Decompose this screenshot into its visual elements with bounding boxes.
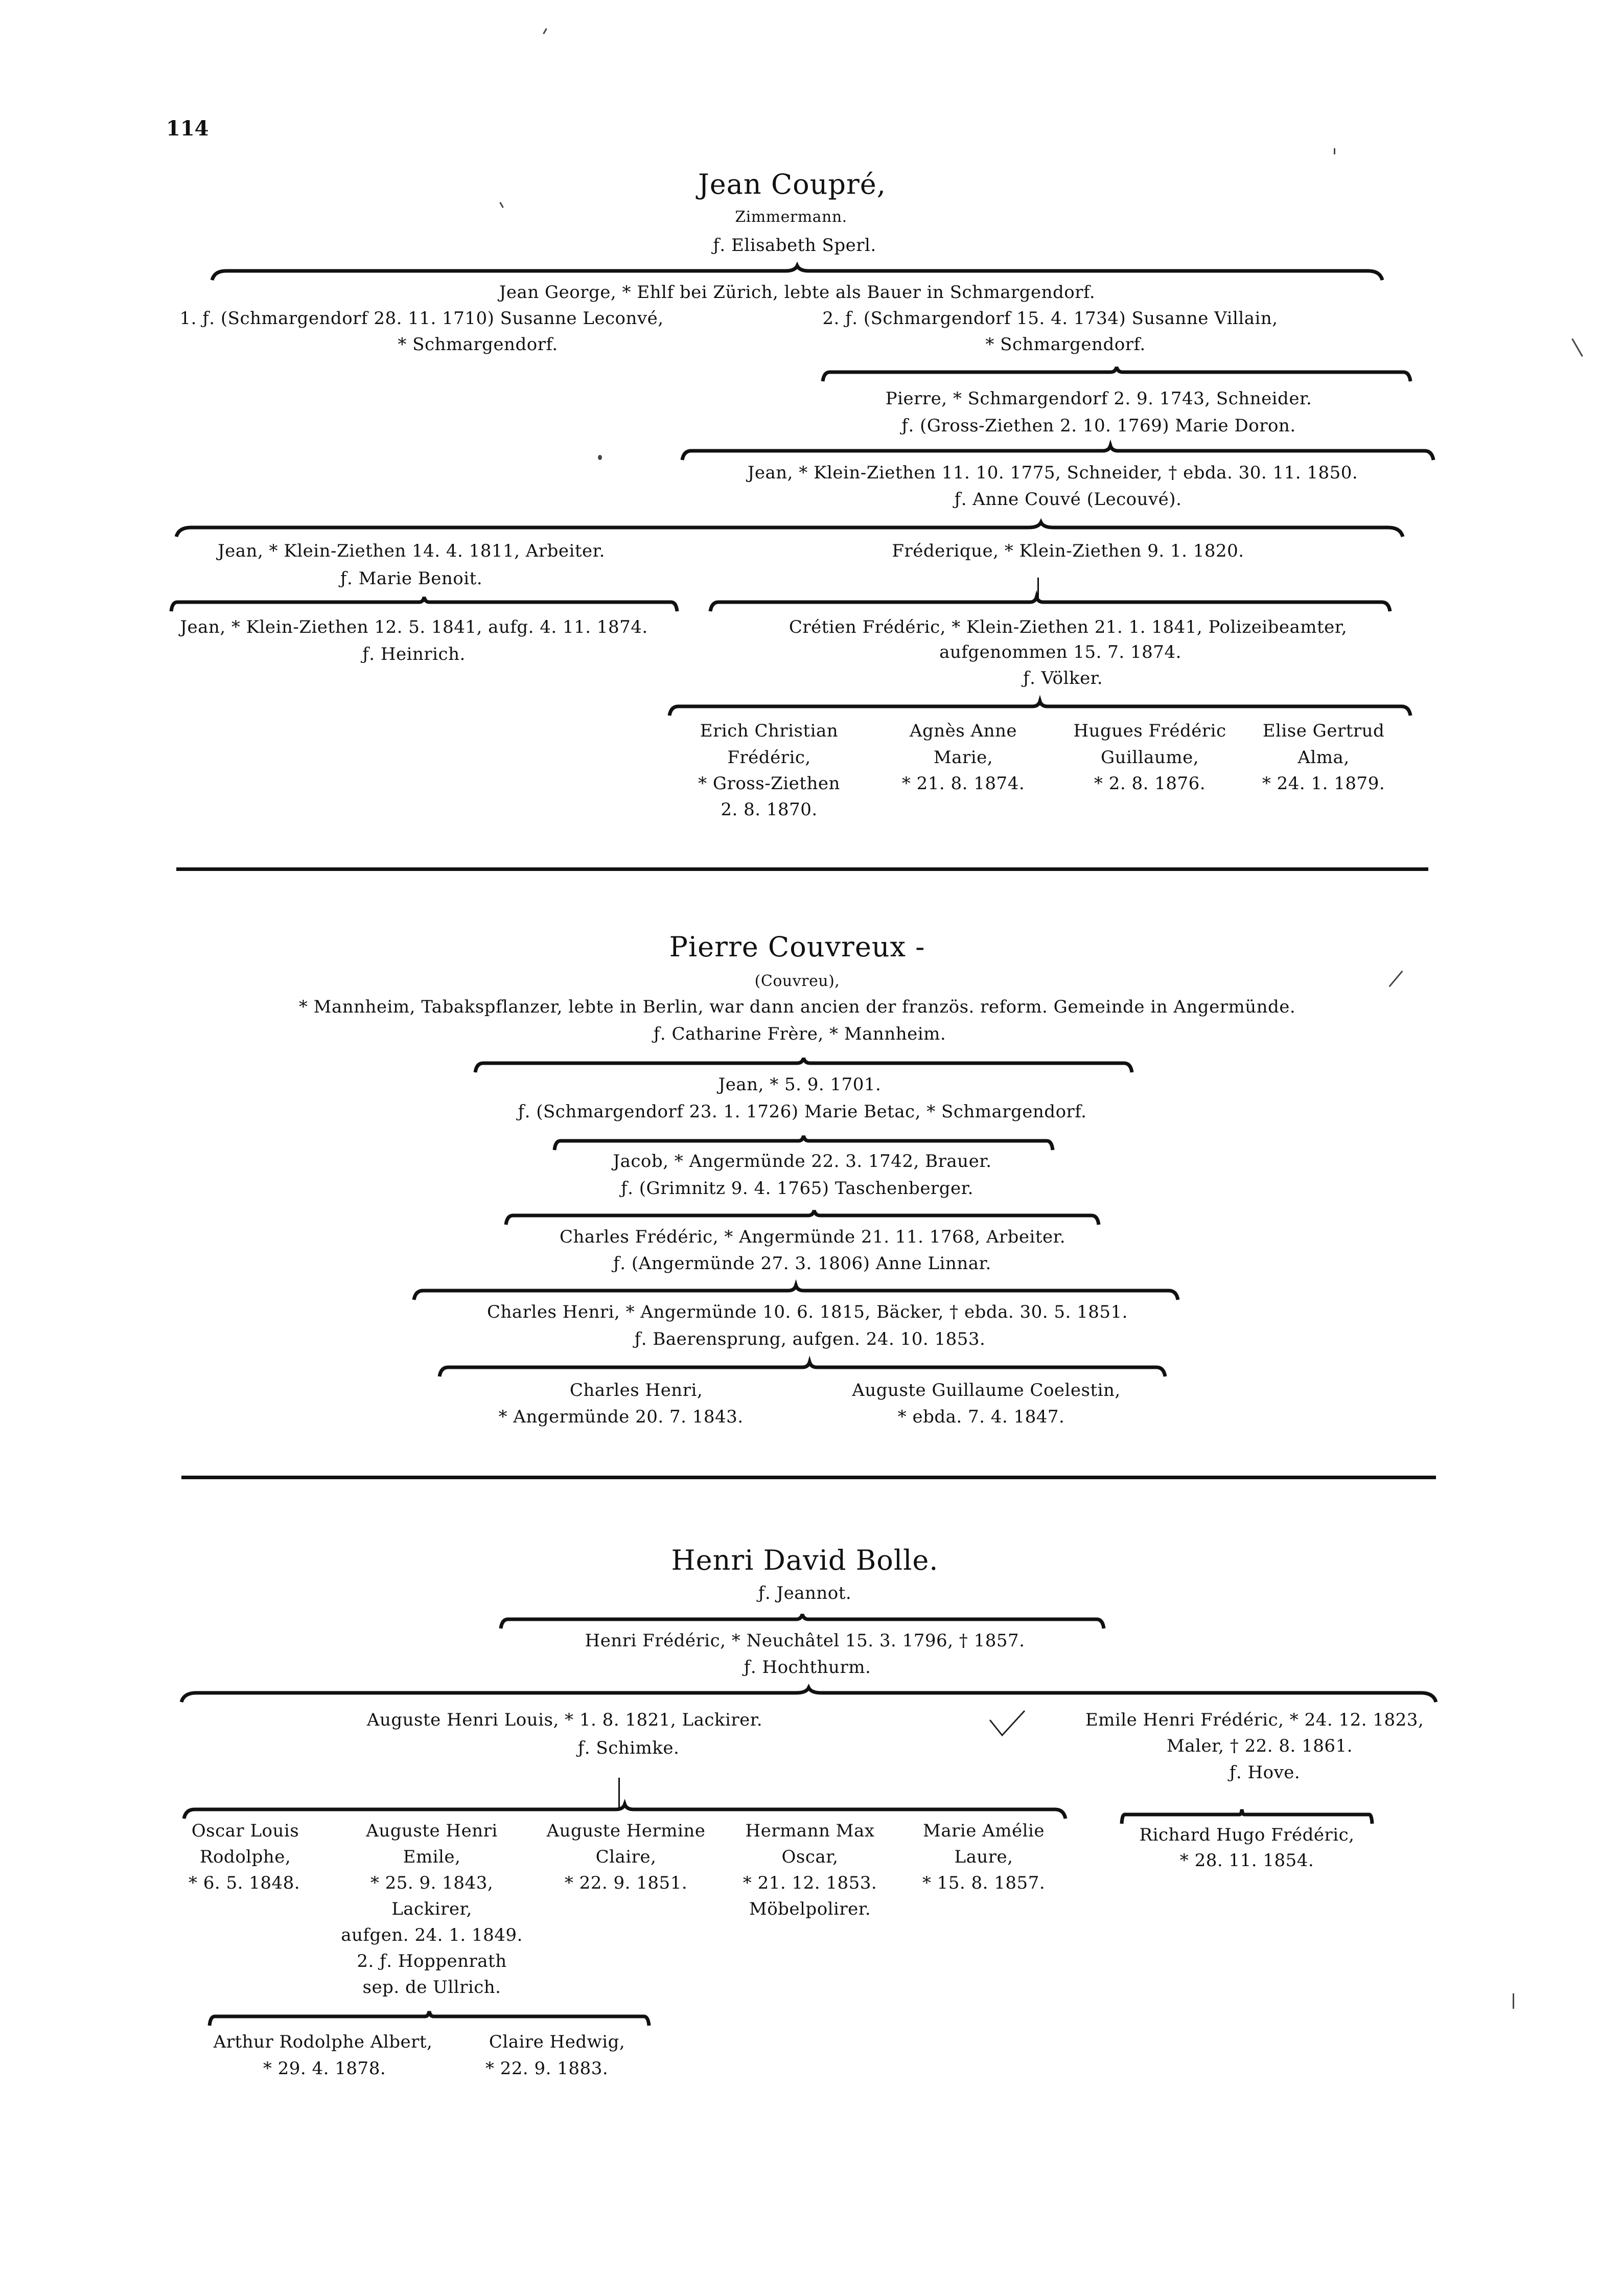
- child-auguste-hermine-line1: Auguste Hermine: [546, 1821, 706, 1841]
- child-charles-henri-name: Charles Henri,: [569, 1380, 703, 1400]
- gen1-wife1-birthplace: * Schmargendorf.: [398, 334, 558, 355]
- scan-speck: [1513, 1993, 1514, 2009]
- gen3-jean: Jean, * Klein-Ziethen 11. 10. 1775, Schneider, † ebda. 30. 11. 1850.: [747, 463, 1358, 483]
- gen1-jean-george: Jean George, * Ehlf bei Zürich, lebte als Bauer in Schmargendorf.: [499, 282, 1096, 303]
- brace-divider: [501, 1614, 1104, 1629]
- gen3-spouse: ƒ. (Angermünde 27. 3. 1806) Anne Linnar.: [613, 1253, 991, 1274]
- child-oscar-line1: Oscar Louis: [191, 1821, 299, 1841]
- child-elise-line2: Alma,: [1297, 747, 1350, 768]
- brace-divider: [823, 367, 1410, 382]
- child-richard-line1: Richard Hugo Frédéric,: [1139, 1825, 1355, 1845]
- brace-divider: [212, 266, 1382, 281]
- gen2-left-spouse: ƒ. Schimke.: [577, 1738, 680, 1758]
- gen2-right-spouse: ƒ. Hove.: [1229, 1762, 1301, 1783]
- child-hermann-line3: * 21. 12. 1853.: [743, 1873, 877, 1893]
- descent-line: [618, 1778, 620, 1808]
- child-marie-amelie-line1: Marie Amélie: [923, 1821, 1045, 1841]
- child-oscar-line2: Rodolphe,: [199, 1847, 291, 1867]
- gen1-wife2-birthplace: * Schmargendorf.: [985, 334, 1146, 355]
- family-title: Pierre Couvreux -: [669, 931, 925, 963]
- scan-speck: [1388, 971, 1403, 988]
- gen5-cretien: Crétien Frédéric, * Klein-Ziethen 21. 1. 1841, Polizeibeamter,: [789, 617, 1348, 637]
- child-auguste-birth: * ebda. 7. 4. 1847.: [897, 1407, 1065, 1427]
- child-auguste-hermine-line3: * 22. 9. 1851.: [564, 1873, 688, 1893]
- brace-divider: [176, 522, 1403, 538]
- child-erich-line2: Frédéric,: [727, 747, 811, 768]
- brace-divider: [181, 1688, 1436, 1703]
- child-marie-amelie-line2: Laure,: [954, 1847, 1013, 1867]
- gen2-jacob: Jacob, * Angermünde 22. 3. 1742, Brauer.: [613, 1151, 992, 1172]
- child-hugues-line1: Hugues Frédéric: [1073, 721, 1226, 741]
- brace-divider: [506, 1210, 1099, 1226]
- scan-speck: [1334, 148, 1335, 154]
- gen3-spouse: ƒ. Anne Couvé (Lecouvé).: [954, 489, 1182, 510]
- family-title: Jean Coupré,: [698, 168, 886, 200]
- occupation: Zimmermann.: [735, 208, 847, 226]
- gen1-jean: Jean, * 5. 9. 1701.: [718, 1074, 882, 1095]
- section-divider-rule: [176, 867, 1428, 871]
- child-agnes-line2: Marie,: [933, 747, 993, 768]
- page-number: 114: [166, 117, 209, 141]
- child-agnes-line1: Agnès Anne: [909, 721, 1017, 741]
- gen5-jean: Jean, * Klein-Ziethen 12. 5. 1841, aufg. 4. 11. 1874.: [180, 617, 648, 637]
- brace-divider: [210, 2011, 649, 2027]
- gen1-spouse: ƒ. (Schmargendorf 23. 1. 1726) Marie Betac, * Schmargendorf.: [518, 1101, 1087, 1122]
- brace-divider: [414, 1285, 1178, 1301]
- child-auguste-henri-line2: Emile,: [403, 1847, 461, 1867]
- gen4-spouse: ƒ. Baerensprung, aufgen. 24. 10. 1853.: [634, 1329, 986, 1349]
- brace-divider: [171, 597, 677, 612]
- child-auguste-henri-line4: Lackirer,: [391, 1899, 472, 1919]
- brace-divider: [1122, 1809, 1372, 1825]
- brace-divider: [554, 1136, 1053, 1151]
- gen4-frederique: Fréderique, * Klein-Ziethen 9. 1. 1820.: [892, 541, 1244, 561]
- gen5-cretien-spouse: ƒ. Völker.: [1023, 668, 1103, 688]
- gen4-jean-spouse: ƒ. Marie Benoit.: [340, 568, 483, 589]
- gen2-emile-henri-frederic: Emile Henri Frédéric, * 24. 12. 1823,: [1085, 1710, 1424, 1730]
- grandchild-claire-name: Claire Hedwig,: [489, 2032, 625, 2052]
- child-richard-line2: * 28. 11. 1854.: [1179, 1850, 1314, 1871]
- child-hermann-line2: Oscar,: [781, 1847, 839, 1867]
- scan-speck: [499, 202, 504, 208]
- gen2-pierre: Pierre, * Schmargendorf 2. 9. 1743, Schneider.: [885, 388, 1312, 409]
- gen5-jean-spouse: ƒ. Heinrich.: [362, 644, 466, 664]
- spouse: ƒ. Elisabeth Sperl.: [713, 235, 876, 256]
- gen2-spouse: ƒ. (Gross-Ziethen 2. 10. 1769) Marie Doron.: [901, 416, 1296, 436]
- child-elise-line3: * 24. 1. 1879.: [1262, 773, 1385, 794]
- gen4-charles-henri: Charles Henri, * Angermünde 10. 6. 1815, Bäcker, † ebda. 30. 5. 1851.: [487, 1302, 1128, 1322]
- gen1-wife2: 2. ƒ. (Schmargendorf 15. 4. 1734) Susanne Villain,: [822, 308, 1278, 329]
- section-divider-rule: [181, 1476, 1436, 1479]
- child-agnes-line3: * 21. 8. 1874.: [901, 773, 1025, 794]
- spouse: ƒ. Catharine Frère, * Mannheim.: [653, 1024, 946, 1044]
- gen3-charles-frederic: Charles Frédéric, * Angermünde 21. 11. 1768, Arbeiter.: [559, 1227, 1066, 1247]
- gen1-spouse: ƒ. Hochthurm.: [744, 1657, 871, 1678]
- child-erich-line1: Erich Christian: [700, 721, 839, 741]
- pencil-check-mark: [989, 1710, 1027, 1738]
- scan-speck: [1571, 338, 1583, 357]
- child-auguste-hermine-line2: Claire,: [595, 1847, 657, 1867]
- gen1-wife1: 1. ƒ. (Schmargendorf 28. 11. 1710) Susanne Leconvé,: [179, 308, 664, 329]
- child-hugues-line2: Guillaume,: [1100, 747, 1199, 768]
- spouse: ƒ. Jeannot.: [758, 1583, 852, 1603]
- brace-divider: [682, 446, 1433, 461]
- child-auguste-henri-line3: * 25. 9. 1843,: [370, 1873, 494, 1893]
- grandchild-arthur-name: Arthur Rodolphe Albert,: [213, 2032, 433, 2052]
- child-auguste-henri-line7: sep. de Ullrich.: [362, 1977, 501, 1997]
- family-title: Henri David Bolle.: [671, 1544, 939, 1576]
- brace-divider: [475, 1058, 1132, 1073]
- child-erich-line4: 2. 8. 1870.: [721, 799, 818, 820]
- gen5-cretien-admission: aufgenommen 15. 7. 1874.: [939, 642, 1181, 662]
- child-erich-line3: * Gross-Ziethen: [698, 773, 840, 794]
- child-elise-line1: Elise Gertrud: [1262, 721, 1385, 741]
- scan-speck: [598, 455, 602, 460]
- gen1-henri-frederic: Henri Frédéric, * Neuchâtel 15. 3. 1796, † 1857.: [585, 1631, 1025, 1651]
- child-auguste-henri-line5: aufgen. 24. 1. 1849.: [341, 1925, 523, 1945]
- grandchild-arthur-birth: * 29. 4. 1878.: [263, 2058, 386, 2079]
- brace-divider: [184, 1804, 1065, 1820]
- child-marie-amelie-line3: * 15. 8. 1857.: [922, 1873, 1046, 1893]
- gen4-jean: Jean, * Klein-Ziethen 14. 4. 1811, Arbeiter.: [218, 541, 605, 561]
- gen2-emile-occupation-death: Maler, † 22. 8. 1861.: [1167, 1736, 1353, 1756]
- name-variant: (Couvreu),: [754, 972, 840, 990]
- brace-divider: [439, 1362, 1165, 1377]
- brace-divider: [710, 597, 1390, 612]
- biography: * Mannheim, Tabakspflanzer, lebte in Berlin, war dann ancien der französ. reform. Gemeinde in Angermünde.: [298, 997, 1296, 1017]
- brace-divider: [669, 701, 1410, 717]
- child-oscar-line3: * 6. 5. 1848.: [188, 1873, 300, 1893]
- gen2-spouse: ƒ. (Grimnitz 9. 4. 1765) Taschenberger.: [621, 1178, 974, 1199]
- scan-speck: [543, 28, 547, 34]
- child-charles-henri-birth: * Angermünde 20. 7. 1843.: [498, 1407, 744, 1427]
- child-auguste-henri-line1: Auguste Henri: [366, 1821, 498, 1841]
- child-hermann-line1: Hermann Max: [745, 1821, 875, 1841]
- child-hugues-line3: * 2. 8. 1876.: [1094, 773, 1206, 794]
- child-auguste-henri-line6: 2. ƒ. Hoppenrath: [357, 1951, 507, 1971]
- grandchild-claire-birth: * 22. 9. 1883.: [485, 2058, 609, 2079]
- gen2-auguste-henri-louis: Auguste Henri Louis, * 1. 8. 1821, Lackirer.: [366, 1710, 763, 1730]
- child-hermann-line4: Möbelpolirer.: [749, 1899, 871, 1919]
- child-auguste-name: Auguste Guillaume Coelestin,: [852, 1380, 1121, 1400]
